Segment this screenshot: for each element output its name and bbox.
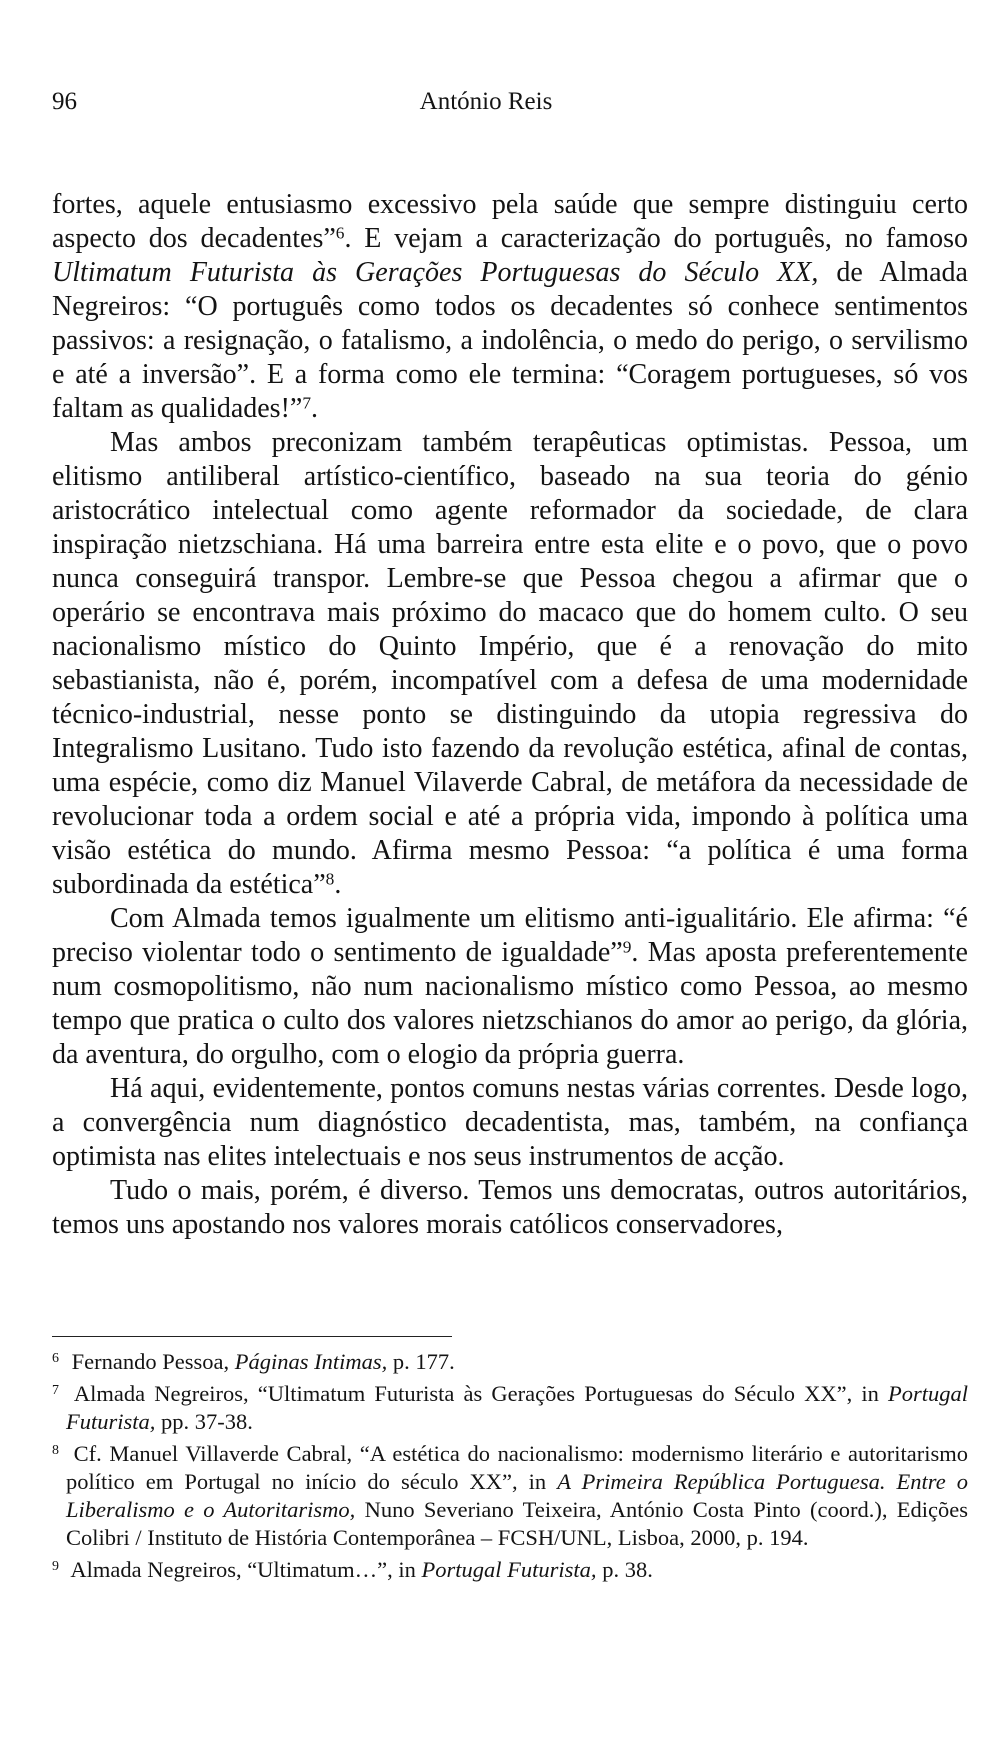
work-title: Ultimatum Futurista às Gerações Portuguesas do Século XX, — [52, 257, 819, 288]
body-text — [52, 188, 968, 1242]
footnote-9: 9 Almada Negreiros, “Ultimatum…”, in Portugal Futurista, p. 38. — [52, 1557, 653, 1582]
footnote-ref-6[interactable]: 6 — [335, 223, 345, 243]
running-head: António Reis — [419, 88, 553, 115]
footnote-ref-9[interactable]: 9 — [622, 937, 632, 957]
paragraph-4: Há aqui, evidentemente, pontos comuns nestas várias correntes. Desde logo, a convergência num diagnóstico decadentista, mas, também, na confiança optimista nas elites intelectuais e nos seus instrumentos de acção. — [52, 1073, 968, 1172]
paragraph-3: Com Almada temos igualmente um elitismo anti-igualitário. Ele afirma: “é preciso violentar todo o sentimento de igualdade”$^9$. Mas aposta preferentemente num cosmopolitismo, não num nacionalismo místico como Pessoa, ao mesmo tempo que pratica o culto dos valores nietzschianos do amor ao perigo, da glória, da aventura, do orgulho, com o elogio da própria guerra. — [52, 903, 968, 1070]
footnote-8: 8 Cf. Manuel Villaverde Cabral, “A estética do nacionalismo: modernismo literário e autoritarismo político em Portugal no início do século XX”, in A Primeira República Portuguesa. Entre o Liberalismo e o Autoritarismo, Nuno Severiano Teixeira, António Costa Pinto (coord.), Edições Colibri / Instituto de História Contemporânea – FCSH/UNL, Lisboa, 2000, p. 194. — [52, 1441, 968, 1550]
footnote-ref-8[interactable]: 8 — [325, 869, 335, 889]
paragraph-2: Mas ambos preconizam também terapêuticas optimistas. Pessoa, um elitismo antiliberal artístico-científico, baseado na sua teoria do génio aristocrático intelectual como agente reformador da sociedade, de clara inspiração nietzschiana. Há uma barreira entre esta elite e o povo, que o povo nunca conseguirá transpor. Lembre-se que Pessoa chegou a afirmar que o operário se encontrava mais próximo do macaco que do homem culto. O seu nacionalismo místico do Quinto Império, que é a renovação do mito sebastianista, não é, porém, incompatível com a defesa de uma modernidade técnico-industrial, nesse ponto se distinguindo da utopia regressiva do Integralismo Lusitano. Tudo isto fazendo da revolução estética, afinal de contas, uma espécie, como diz Manuel Vilaverde Cabral, de metáfora da necessidade de revolucionar toda a ordem social e até a própria vida, impondo à política uma visão estética do mundo. Afirma mesmo Pessoa: “a política é uma forma subordinada da estética”$^8$. — [52, 427, 968, 900]
paragraph-5: Tudo o mais, porém, é diverso. Temos uns democratas, outros autoritários, temos uns apostando nos valores morais católicos conservadores, — [52, 1175, 968, 1240]
footnote-divider — [52, 1336, 452, 1337]
page-header — [52, 88, 920, 122]
footnote-7: 7 Almada Negreiros, “Ultimatum Futurista às Gerações Portuguesas do Século XX”, in Portugal Futurista, pp. 37-38. — [52, 1381, 968, 1434]
paragraph-1: fortes, aquele entusiasmo excessivo pela saúde que sempre distinguiu certo aspecto dos decadentes”$^6$. E vejam a caracterização do português, no famoso Ultimatum Futurista às Gerações Portuguesas do Século XX, de Almada Negreiros: “O português como todos os decadentes só conhece sentimentos passivos: a resignação, o fatalismo, a indolência, o medo do perigo, o servilismo e até a inversão”. E a forma como ele termina: “Coragem portugueses, só vos faltam as qualidades!”$^7$. — [52, 189, 969, 424]
footnotes — [52, 1348, 968, 1588]
footnote-6: 6 Fernando Pessoa, Páginas Intimas, p. 177. — [52, 1349, 455, 1374]
page-number: 96 — [52, 88, 77, 115]
footnote-ref-7[interactable]: 7 — [302, 393, 312, 413]
